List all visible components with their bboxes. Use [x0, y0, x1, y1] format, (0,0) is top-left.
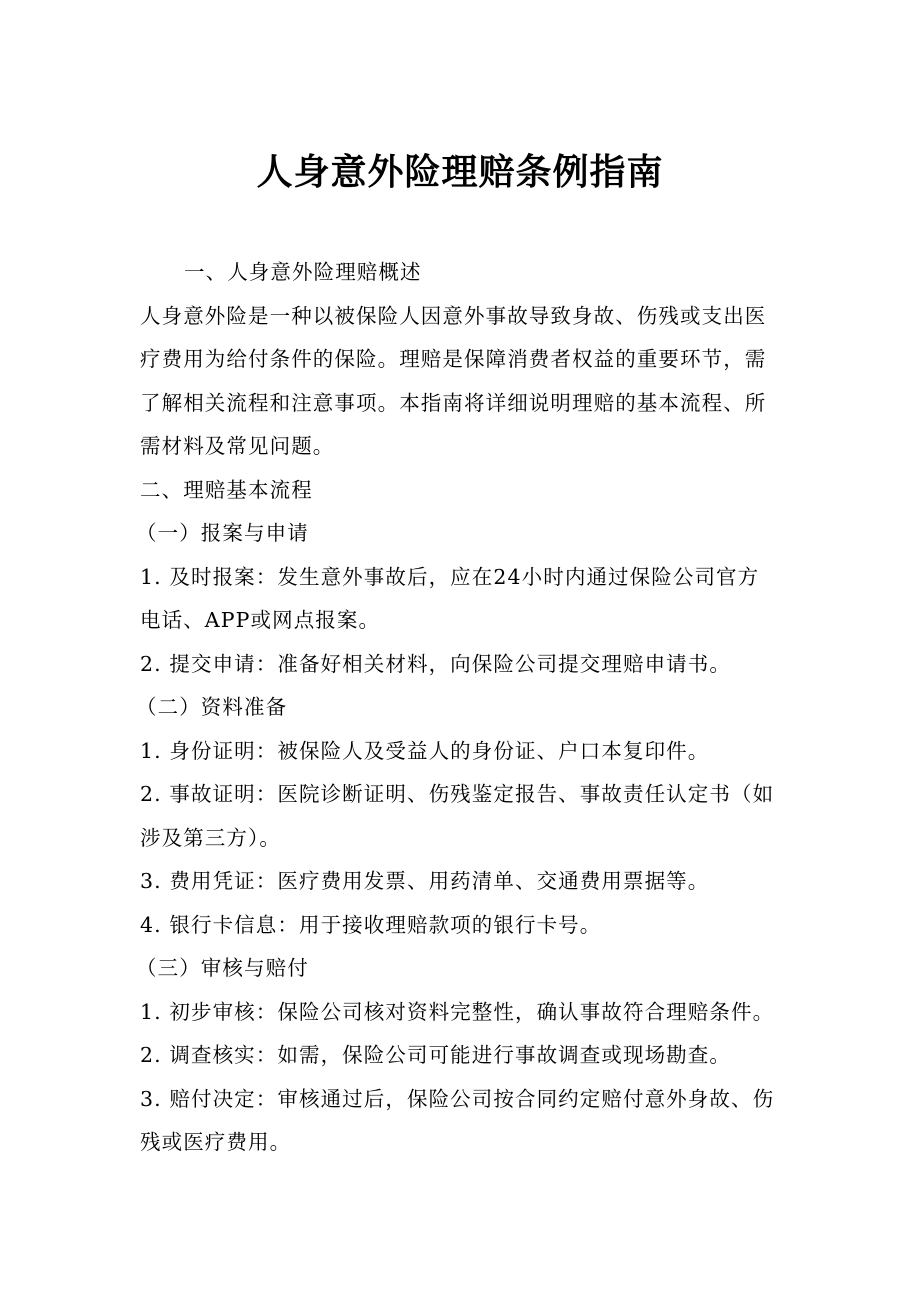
list-item: 3. 赔付决定：审核通过后，保险公司按合同约定赔付意外身故、伤	[140, 1086, 775, 1111]
list-item: 1. 初步审核：保险公司核对资料完整性，确认事故符合理赔条件。	[140, 999, 775, 1024]
subsection-heading: （三）审核与赔付	[136, 956, 309, 980]
list-item: 1. 身份证明：被保险人及受益人的身份证、户口本复印件。	[140, 738, 710, 763]
list-item: 2. 事故证明：医院诊断证明、伤残鉴定报告、事故责任认定书（如	[140, 782, 775, 806]
list-item: 2. 提交申请：准备好相关材料，向保险公司提交理赔申请书。	[140, 651, 731, 676]
paragraph-line: 需材料及常见问题。	[140, 434, 335, 458]
paragraph-line: 人身意外险是一种以被保险人因意外事故导致身故、伤残或支出医	[140, 303, 767, 328]
subsection-heading: （二）资料准备	[136, 695, 288, 719]
paragraph-line: 疗费用为给付条件的保险。理赔是保障消费者权益的重要环节，需	[140, 347, 767, 371]
document-body	[136, 251, 780, 1165]
list-item-continuation: 涉及第三方）。	[140, 825, 281, 850]
list-item-continuation: 残或医疗费用。	[140, 1130, 292, 1154]
section-heading: 一、人身意外险理赔概述	[184, 260, 422, 284]
list-item-continuation: 电话、APP或网点报案。	[140, 608, 381, 632]
document-title: 人身意外险理赔条例指南	[256, 152, 664, 193]
list-item: 4. 银行卡信息：用于接收理赔款项的银行卡号。	[140, 912, 602, 937]
subsection-heading: （一）报案与申请	[136, 521, 309, 545]
list-item: 3. 费用凭证：医疗费用发票、用药清单、交通费用票据等。	[140, 869, 710, 893]
list-item: 1. 及时报案：发生意外事故后，应在24小时内通过保险公司官方	[140, 564, 760, 589]
paragraph-line: 了解相关流程和注意事项。本指南将详细说明理赔的基本流程、所	[140, 390, 767, 415]
section-heading: 二、理赔基本流程	[140, 477, 313, 502]
list-item: 2. 调查核实：如需，保险公司可能进行事故调查或现场勘查。	[140, 1043, 731, 1067]
